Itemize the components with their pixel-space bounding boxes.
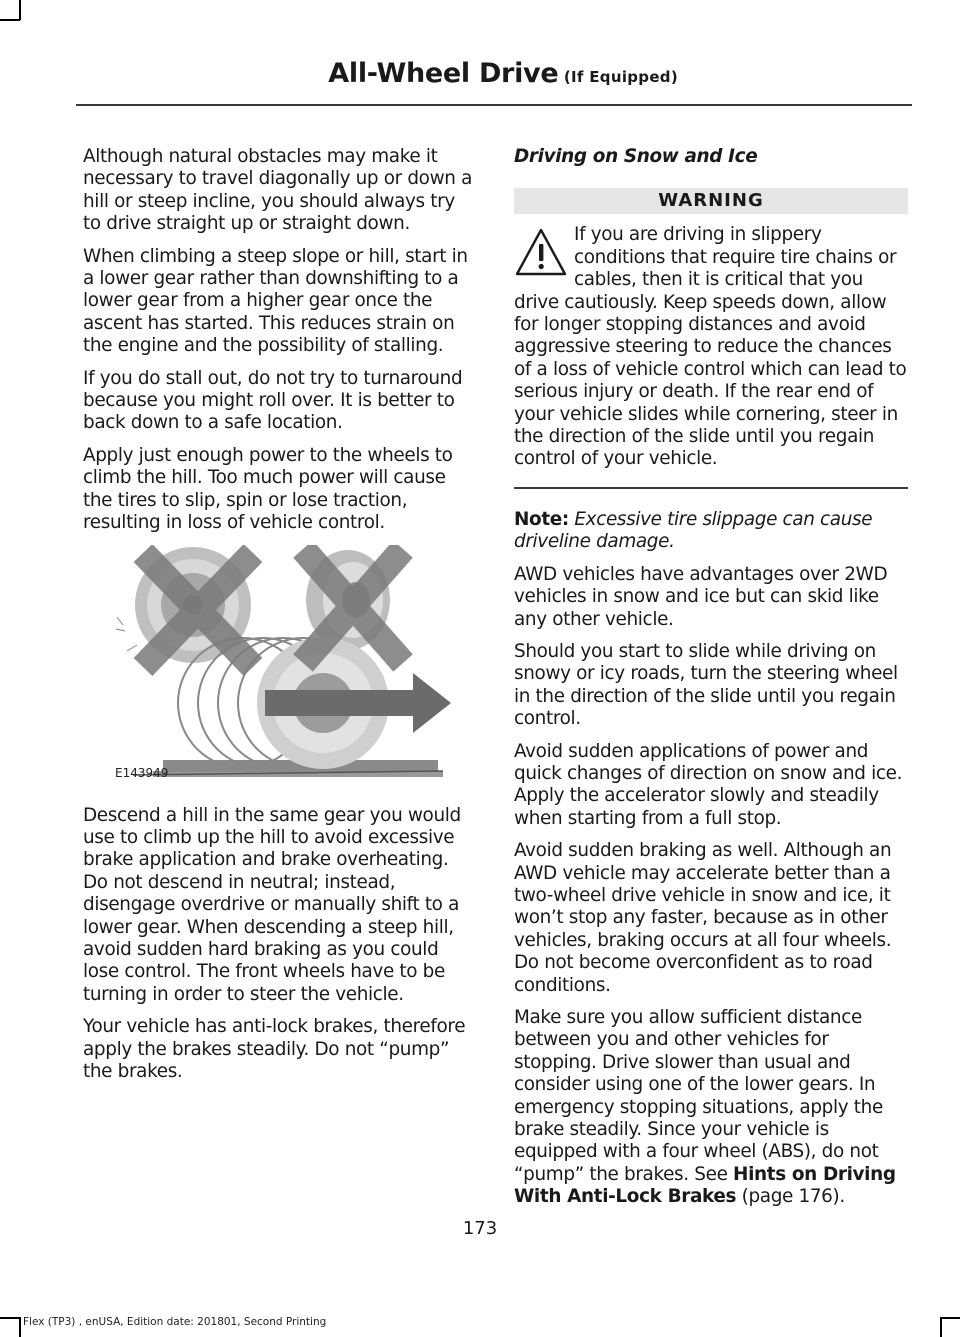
crop-mark xyxy=(0,1317,20,1319)
page-number: 173 xyxy=(462,1218,498,1239)
paragraph: Although natural obstacles may make it necessary to travel diagonally up or down a hill or steep incline, you should always try to drive straight up or straight down. xyxy=(83,146,472,235)
left-column xyxy=(83,146,475,1093)
footer-edition-info: Flex (TP3) , enUSA, Edition date: 201801, Second Printing xyxy=(23,1316,327,1328)
page-header xyxy=(328,58,678,89)
header-rule xyxy=(76,104,912,106)
warning-rule xyxy=(514,487,908,489)
paragraph: Apply just enough power to the wheels to climb the hill. Too much power will cause the tires to slip, spin or lose traction, resulting in loss of vehicle control. xyxy=(83,444,453,534)
note-label: Note: xyxy=(514,508,569,530)
section-title: All-Wheel Drive xyxy=(328,58,559,89)
crop-mark xyxy=(19,1317,21,1337)
paragraph: AWD vehicles have advantages over 2WD vehicles in snow and ice but can skid like any other vehicle. xyxy=(514,563,888,630)
paragraph: When climbing a steep slope or hill, start in a lower gear rather than downshifting to a lower gear from a higher gear once the ascent has started. This reduces strain on the engine and the possibility of stalling. xyxy=(83,245,468,357)
paragraph-text: (page 176). xyxy=(736,1186,845,1208)
warning-triangle-icon xyxy=(514,226,568,278)
figure-code: E143949 xyxy=(115,766,169,781)
paragraph: Should you start to slide while driving on snowy or icy roads, turn the steering wheel in the direction of the slide until you regain control. xyxy=(514,640,898,730)
crop-mark xyxy=(940,1317,942,1337)
hill-climb-illustration xyxy=(113,545,477,785)
crop-mark xyxy=(19,0,21,20)
subheading: Driving on Snow and Ice xyxy=(514,146,758,167)
cross-reference-link[interactable]: Hints on Driving With Anti-Lock Brakes xyxy=(514,1163,896,1208)
note xyxy=(514,509,908,554)
paragraph: Descend a hill in the same gear you would use to climb up the hill to avoid excessive brake application and brake overheating. Do not descend in neutral; instead, disengage overdrive or manually shift to a lower gear. When descending a steep hill, avoid sudden hard braking as you could lose control. The front wheels have to be turning in order to steer the vehicle. xyxy=(83,804,461,1005)
paragraph-text: Make sure you allow sufficient distance between you and other vehicles for stopping. Drive slower than usual and consider using one of the lower gears. In emergency stopping situations, apply the brake steadily. Since your vehicle is equipped with a four wheel (ABS), do not “pump” the brakes. See xyxy=(514,1007,883,1185)
paragraph: If you do stall out, do not try to turnaround because you might roll over. It is better to back down to a safe location. xyxy=(83,367,463,434)
warning-box xyxy=(514,224,908,470)
warning-text: If you are driving in slippery conditions that require tire chains or cables, then it is critical that you drive cautiously. Keep speeds down, allow for longer stopping distances and avoid aggressive steering to reduce the chances of a loss of vehicle control which can lead to serious injury or death. If the rear end of your vehicle slides while cornering, steer in the direction of the slide until you regain control of your vehicle. xyxy=(514,224,907,470)
tire-rollover-diagram xyxy=(113,545,477,785)
crop-mark xyxy=(0,19,20,21)
crop-mark xyxy=(940,1317,960,1319)
paragraph xyxy=(514,1007,908,1209)
section-subtitle: (If Equipped) xyxy=(558,68,678,86)
warning-banner: WARNING xyxy=(514,188,908,214)
paragraph: Your vehicle has anti-lock brakes, therefore apply the brakes steadily. Do not “pump” the brakes. xyxy=(83,1016,466,1082)
paragraph: Avoid sudden applications of power and quick changes of direction on snow and ice. Apply the accelerator slowly and steadily when starting from a full stop. xyxy=(514,740,903,829)
note-text: Excessive tire slippage can cause driveline damage. xyxy=(514,508,873,553)
right-column xyxy=(514,146,908,1219)
paragraph: Avoid sudden braking as well. Although an AWD vehicle may accelerate better than a two-wheel drive vehicle in snow and ice, it won’t stop any faster, because as in other vehicles, braking occurs at all four wheels. Do not become overconfident as to road conditions. xyxy=(514,840,892,996)
